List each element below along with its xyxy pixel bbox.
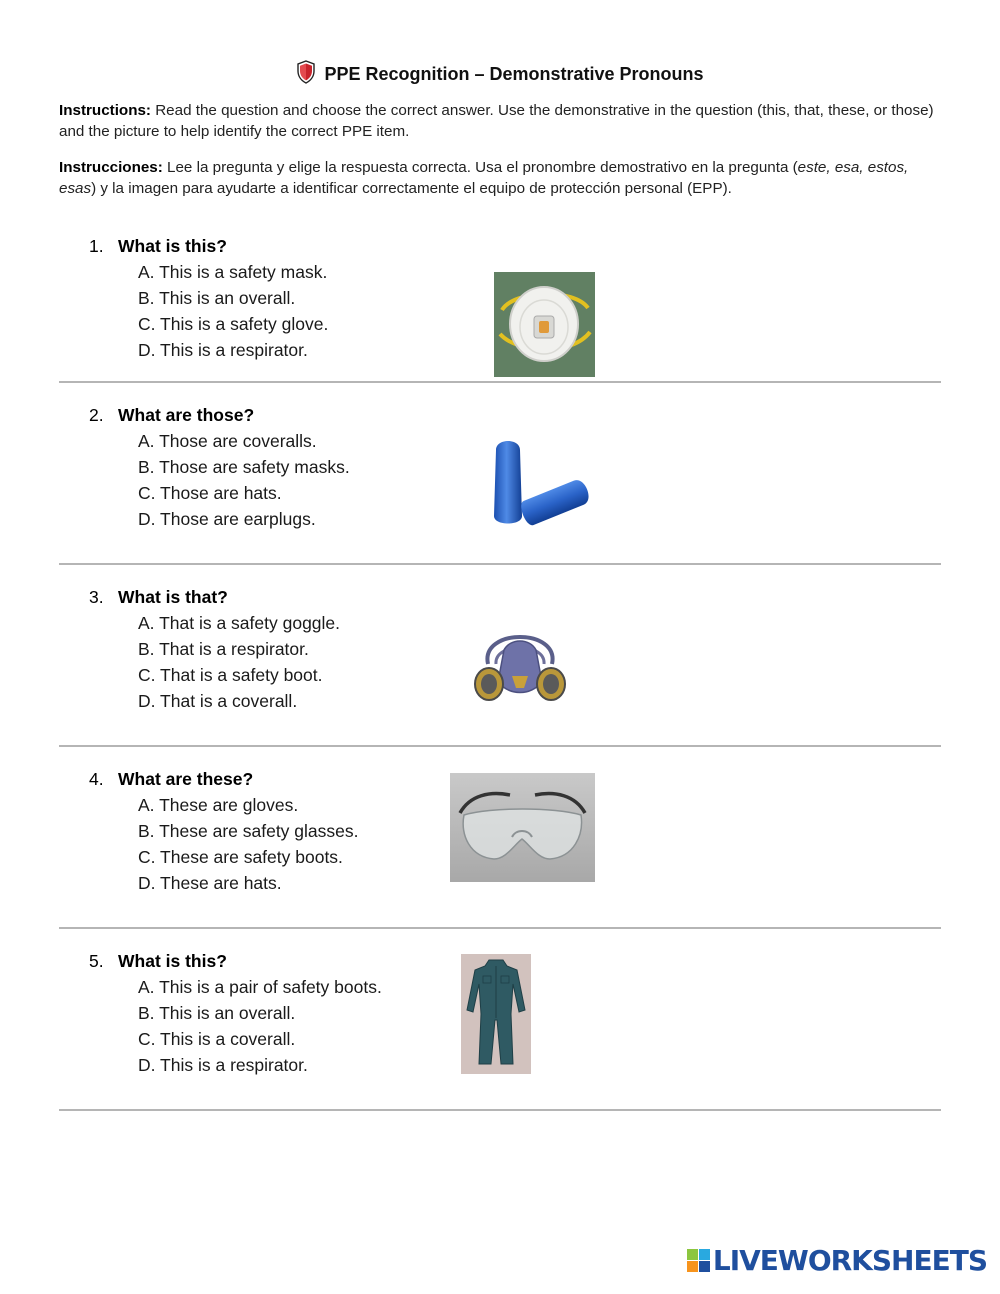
option-a[interactable]: A. This is a pair of safety boots. [138,977,382,997]
instructions-spanish [59,157,939,199]
earplugs-image [488,434,596,530]
instrucciones-text-b: ) y la imagen para ayudarte a identificar correctamente el equipo de protección personal (EPP). [91,180,732,197]
question-text: What is this? [118,951,227,971]
option-d[interactable]: D. These are hats. [138,873,282,893]
option-a[interactable]: A. This is a safety mask. [138,262,328,282]
question-text: What is this? [118,236,227,256]
instrucciones-label: Instrucciones: [59,159,163,176]
option-c[interactable]: C. These are safety boots. [138,847,343,867]
question-number: 3. [89,587,104,607]
option-b[interactable]: B. This is an overall. [138,288,296,308]
option-b[interactable]: B. These are safety glasses. [138,821,359,841]
option-b[interactable]: B. Those are safety masks. [138,457,350,477]
option-c[interactable]: C. Those are hats. [138,483,282,503]
question-text: What are these? [118,769,254,789]
question-number: 2. [89,405,104,425]
question-number: 4. [89,769,104,789]
half-face-respirator-image [470,624,570,708]
liveworksheets-brand[interactable] [687,1244,987,1277]
question-text: What is that? [118,587,228,607]
page-title [0,60,1000,89]
option-c[interactable]: C. That is a safety boot. [138,665,323,685]
option-d[interactable]: D. This is a respirator. [138,340,308,360]
instrucciones-italic: este, esa, estos, esas [59,159,909,197]
option-a[interactable]: A. That is a safety goggle. [138,613,341,633]
instructions-text: Read the question and choose the correct answer. Use the demonstrative in the question (this, that, these, or those) and the picture to help identify the correct PPE item. [59,102,934,140]
safety-glasses-image [450,773,595,882]
page-title-text: PPE Recognition – Demonstrative Pronouns [324,64,704,84]
instrucciones-text-a: Lee la pregunta y elige la respuesta correcta. Usa el pronombre demostrativo en la pregunta ( [162,159,798,176]
question-text: What are those? [118,405,255,425]
option-a[interactable]: A. These are gloves. [138,795,299,815]
question-number: 1. [89,236,104,256]
option-b[interactable]: B. This is an overall. [138,1003,296,1023]
divider [59,745,941,747]
divider [59,381,941,383]
option-d[interactable]: D. Those are earplugs. [138,509,316,529]
option-c[interactable]: C. This is a coverall. [138,1029,296,1049]
question-heading [89,236,227,257]
divider [59,927,941,929]
question-heading [89,769,253,790]
question-heading [89,587,228,608]
option-a[interactable]: A. Those are coveralls. [138,431,317,451]
option-d[interactable]: D. This is a respirator. [138,1055,308,1075]
instructions-english [59,100,939,142]
option-d[interactable]: D. That is a coverall. [138,691,298,711]
option-c[interactable]: C. This is a safety glove. [138,314,329,334]
instructions-label: Instructions: [59,102,151,119]
divider [59,563,941,565]
question-heading [89,951,227,972]
brand-name: LIVEWORKSHEETS [712,1244,987,1277]
question-number: 5. [89,951,104,971]
question-heading [89,405,254,426]
option-b[interactable]: B. That is a respirator. [138,639,309,659]
liveworksheets-logo-icon [687,1249,710,1272]
divider [59,1109,941,1111]
coverall-image [461,954,531,1074]
shield-icon [296,60,316,89]
dust-mask-image [494,272,595,377]
